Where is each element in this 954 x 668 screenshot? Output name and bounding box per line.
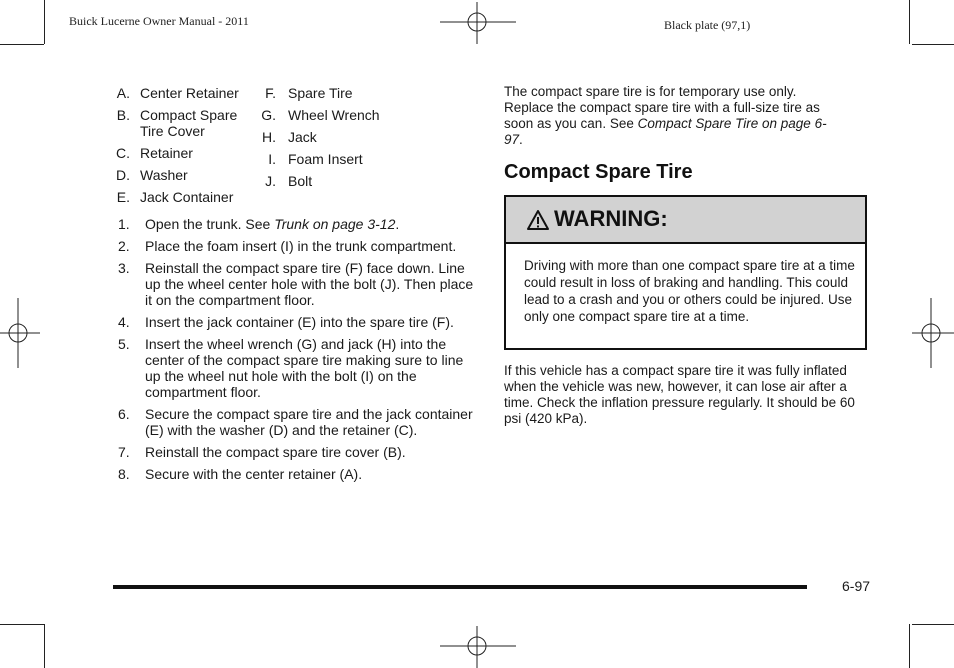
- legend-key: I.: [268, 151, 276, 167]
- step-text-lead: Open the trunk. See: [145, 216, 275, 232]
- legend-key: E.: [116, 189, 130, 205]
- legend-key: J.: [265, 173, 276, 189]
- step-item: [118, 260, 478, 308]
- step-text: Reinstall the compact spare tire cover (B).: [145, 444, 406, 460]
- registration-mark-left: [0, 298, 40, 368]
- step-number: 6.: [118, 406, 130, 422]
- intro-paragraph: [504, 84, 844, 148]
- legend-item: [106, 189, 250, 205]
- legend-label: Bolt: [288, 173, 313, 189]
- procedure-steps: [118, 216, 478, 488]
- step-number: 5.: [118, 336, 130, 352]
- legend-label: Jack Container: [140, 189, 234, 205]
- legend-label: Spare Tire: [288, 85, 353, 101]
- step-number: 7.: [118, 444, 130, 460]
- legend-key: H.: [262, 129, 276, 145]
- legend-label: Wheel Wrench: [288, 107, 380, 123]
- legend-key: G.: [261, 107, 276, 123]
- step-item: [118, 466, 478, 482]
- step-number: 4.: [118, 314, 130, 330]
- section-title: Compact Spare Tire: [504, 161, 693, 183]
- legend-key: B.: [116, 107, 130, 123]
- legend-item: [252, 151, 398, 167]
- step-number: 3.: [118, 260, 130, 276]
- step-text: Secure with the center retainer (A).: [145, 466, 363, 482]
- step-item: [118, 314, 478, 330]
- step-text: Insert the wheel wrench (G) and jack (H) into the center of the compact spare tire making sure to line up the wheel nut hole with the bolt (I) on the compartment floor.: [145, 336, 464, 400]
- step-text: [145, 216, 478, 232]
- manual-title: Buick Lucerne Owner Manual - 2011: [69, 14, 249, 28]
- step-item: [118, 444, 478, 460]
- legend-list-left: [106, 85, 250, 211]
- footer-rule: [113, 585, 807, 589]
- legend-label: Washer: [140, 167, 188, 183]
- warning-header: [506, 197, 865, 244]
- step-number: 2.: [118, 238, 130, 254]
- step-text: Place the foam insert (I) in the trunk compartment.: [145, 238, 457, 254]
- legend-label: Jack: [288, 129, 317, 145]
- intro-text: The compact spare tire is for temporary use only. Replace the compact spare tire with a full-size tire as soon as you can. See: [504, 84, 820, 131]
- legend-item: [106, 167, 250, 183]
- legend-key: A.: [116, 85, 130, 101]
- step-text: Secure the compact spare tire and the jack container (E) with the washer (D) and the retainer (C).: [145, 406, 473, 438]
- cross-reference-link[interactable]: Trunk on page 3-12: [274, 216, 396, 232]
- legend-item: [252, 85, 398, 101]
- cross-reference-link[interactable]: Compact Spare Tire on page 6-97: [504, 116, 827, 147]
- legend-item: [252, 129, 398, 145]
- plate-label: Black plate (97,1): [664, 18, 751, 32]
- step-item: [118, 238, 478, 254]
- legend-item: [106, 85, 250, 101]
- page-number: 6-97: [842, 578, 871, 594]
- warning-body: Driving with more than one compact spare tire at a time could result in loss of braking and handling. This could lead to a crash and you or others could be injured. Use only one compact spare tire at a time.: [524, 258, 855, 324]
- intro-tail: .: [519, 132, 523, 147]
- warning-box: [504, 195, 867, 350]
- step-item: [118, 406, 478, 438]
- step-text: Reinstall the compact spare tire (F) face down. Line up the wheel center hole with the bolt (J). Then place it on the compartment floor.: [145, 260, 474, 308]
- legend-key: F.: [265, 85, 276, 101]
- legend-item: [252, 107, 398, 123]
- step-text-tail: .: [395, 216, 400, 232]
- legend-label: Retainer: [140, 145, 193, 161]
- legend-item: [106, 107, 250, 139]
- step-number: 1.: [118, 216, 130, 232]
- registration-mark-bottom: [440, 626, 516, 668]
- step-text: Insert the jack container (E) into the spare tire (F).: [145, 314, 454, 330]
- legend-list-right: [252, 85, 398, 195]
- warning-triangle-icon: [526, 209, 550, 231]
- legend-label: Compact Spare Tire Cover: [140, 107, 238, 139]
- registration-mark-top: [440, 2, 516, 44]
- inflation-paragraph: If this vehicle has a compact spare tire it was fully inflated when the vehicle was new, however, it can lose air after a time. Check the inflation pressure regularly. It should be 60 psi (420 kPa).: [504, 363, 855, 426]
- legend-label: Foam Insert: [288, 151, 363, 167]
- warning-title: WARNING:: [554, 206, 668, 231]
- step-item: [118, 216, 478, 232]
- step-number: 8.: [118, 466, 130, 482]
- step-item: [118, 336, 478, 400]
- registration-mark-right: [912, 298, 954, 368]
- legend-label: Center Retainer: [140, 85, 239, 101]
- legend-item: [106, 145, 250, 161]
- legend-key: D.: [116, 167, 130, 183]
- legend-key: C.: [116, 145, 130, 161]
- legend-item: [252, 173, 398, 189]
